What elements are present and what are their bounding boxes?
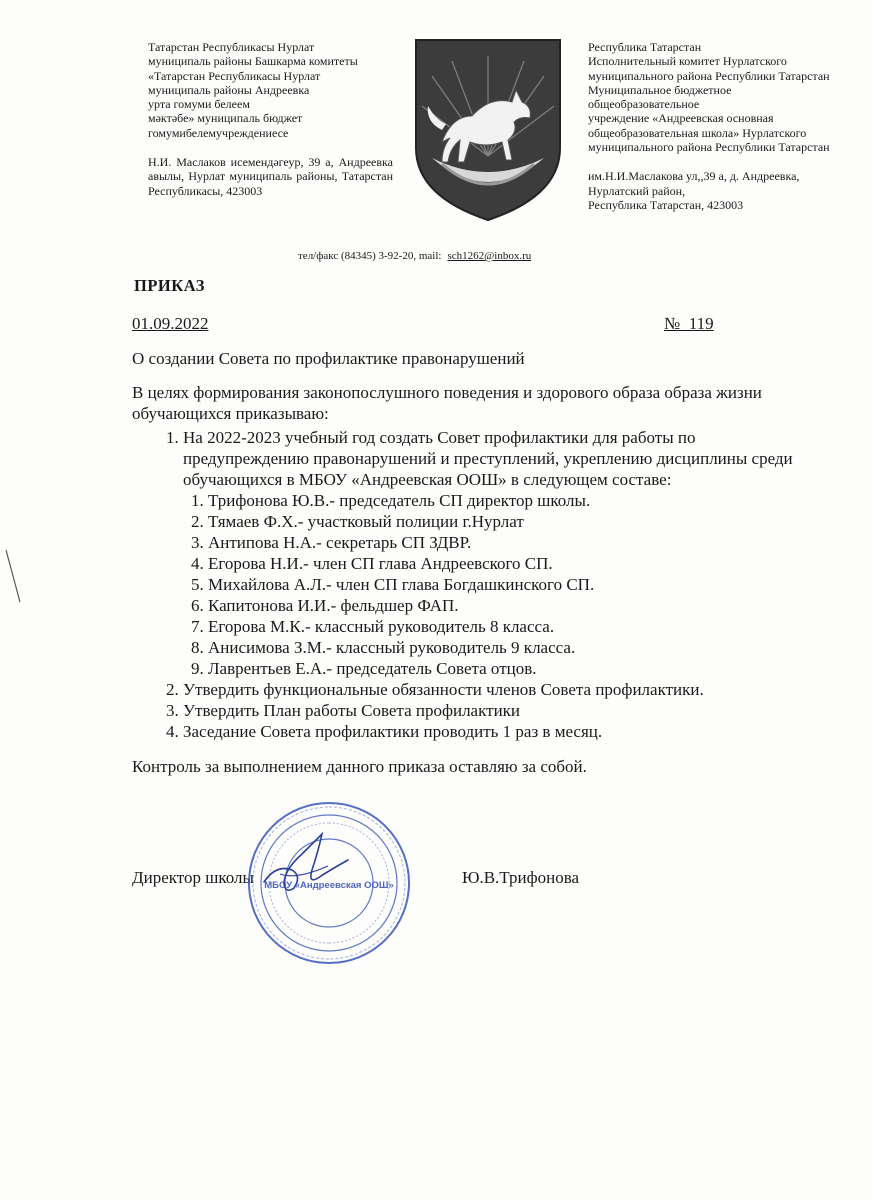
- header-right-line: общеобразовательная школа» Нурлатского: [588, 125, 807, 140]
- order-item: 2. Утвердить функциональные обязанности членов Совета профилактики.: [183, 679, 812, 700]
- contact-line: [298, 250, 531, 262]
- header-right-address: [588, 169, 828, 212]
- document-date: 01.09.2022: [132, 314, 209, 333]
- header-left-line: урта гомуми белеем: [148, 97, 250, 112]
- coat-of-arms-emblem: [412, 36, 564, 222]
- header-right-address-line: Нурлатский район,: [588, 183, 686, 198]
- document-body: [132, 348, 812, 777]
- council-member: 6. Капитонова И.И.- фельдшер ФАП.: [208, 595, 812, 616]
- council-member: 2. Тямаев Ф.Х.- участковый полиции г.Нурлат: [208, 511, 812, 532]
- document-number: №_119: [664, 314, 714, 333]
- header-right-address-line: им.Н.И.Маслакова ул,,39 а, д. Андреевка,: [588, 169, 800, 184]
- header-left: [148, 40, 393, 198]
- contact-phone: тел/факс (84345) 3-92-20, mail:: [298, 250, 442, 262]
- order-item: 3. Утвердить План работы Совета профилактики: [183, 700, 812, 721]
- handwritten-signature: [258, 830, 354, 900]
- order-item: [183, 427, 812, 679]
- scan-artifact-line: [4, 548, 24, 604]
- council-member: 9. Лаврентьев Е.А.- председатель Совета отцов.: [208, 658, 812, 679]
- header-right-line: учреждение «Андреевская основная: [588, 111, 774, 126]
- header-left-line: гомумибелемучреждениесе: [148, 125, 289, 140]
- header-right: [588, 40, 872, 212]
- council-member: 4. Егорова Н.И.- член СП глава Андреевского СП.: [208, 553, 812, 574]
- header-right-line: Исполнительный комитет Нурлатского: [588, 54, 787, 69]
- header-left-line: мәктәбе» муниципаль бюджет: [148, 111, 303, 126]
- signer-role: Директор школы: [132, 868, 254, 887]
- official-stamp: [244, 798, 414, 968]
- order-items-list: [132, 427, 812, 742]
- council-member: 1. Трифонова Ю.В.- председатель СП директор школы.: [208, 490, 812, 511]
- header-right-line: муниципального района Республики Татарстан: [588, 68, 830, 83]
- control-statement: Контроль за выполнением данного приказа оставляю за собой.: [132, 757, 587, 776]
- header-right-line: Муниципальное бюджетное: [588, 82, 732, 97]
- council-member: 3. Антипова Н.А.- секретарь СП ЗДВР.: [208, 532, 812, 553]
- order-item-text: На 2022-2023 учебный год создать Совет профилактики для работы по предупреждению правонарушений и преступлений, укреплению дисциплины среди обучающихся в МБОУ «Андреевская ООШ» в следующем составе:: [183, 428, 793, 489]
- header-right-address-line: Республика Татарстан, 423003: [588, 197, 744, 212]
- header-left-line: «Татарстан Республикасы Нурлат: [148, 68, 321, 83]
- council-members-list: [183, 490, 812, 679]
- header-left-address: Н.И. Маслаков исемендәгеур, 39 а, Андреевка авылы, Нурлат муниципаль районы, Татарстан Республикасы, 423003: [148, 155, 393, 198]
- document-intro: В целях формирования законопослушного поведения и здорового образа образа жизни обучающихся приказываю:: [132, 383, 762, 423]
- header-left-line: муниципаль районы Андреевка: [148, 82, 310, 97]
- document-subject: О создании Совета по профилактике правонарушений: [132, 349, 525, 368]
- header-right-line: общеобразовательное: [588, 97, 700, 112]
- stamp-center-text: МБОУ «Андреевская ООШ»: [264, 880, 394, 891]
- council-member: 8. Анисимова З.М.- классный руководитель 9 класса.: [208, 637, 812, 658]
- contact-email-link[interactable]: sch1262@inbox.ru: [447, 250, 532, 262]
- document-title: ПРИКАЗ: [134, 276, 205, 295]
- header-right-line: Республика Татарстан: [588, 40, 702, 54]
- header-right-line: муниципального района Республики Татарстан: [588, 140, 830, 155]
- council-member: 7. Егорова М.К.- классный руководитель 8 класса.: [208, 616, 812, 637]
- header-left-line: Татарстан Республикасы Нурлат: [148, 40, 315, 54]
- council-member: 5. Михайлова А.Л.- член СП глава Богдашкинского СП.: [208, 574, 812, 595]
- header-left-line: муниципаль районы Башкарма комитеты: [148, 54, 358, 69]
- order-item: 4. Заседание Совета профилактики проводить 1 раз в месяц.: [183, 721, 812, 742]
- signer-name: Ю.В.Трифонова: [462, 868, 580, 887]
